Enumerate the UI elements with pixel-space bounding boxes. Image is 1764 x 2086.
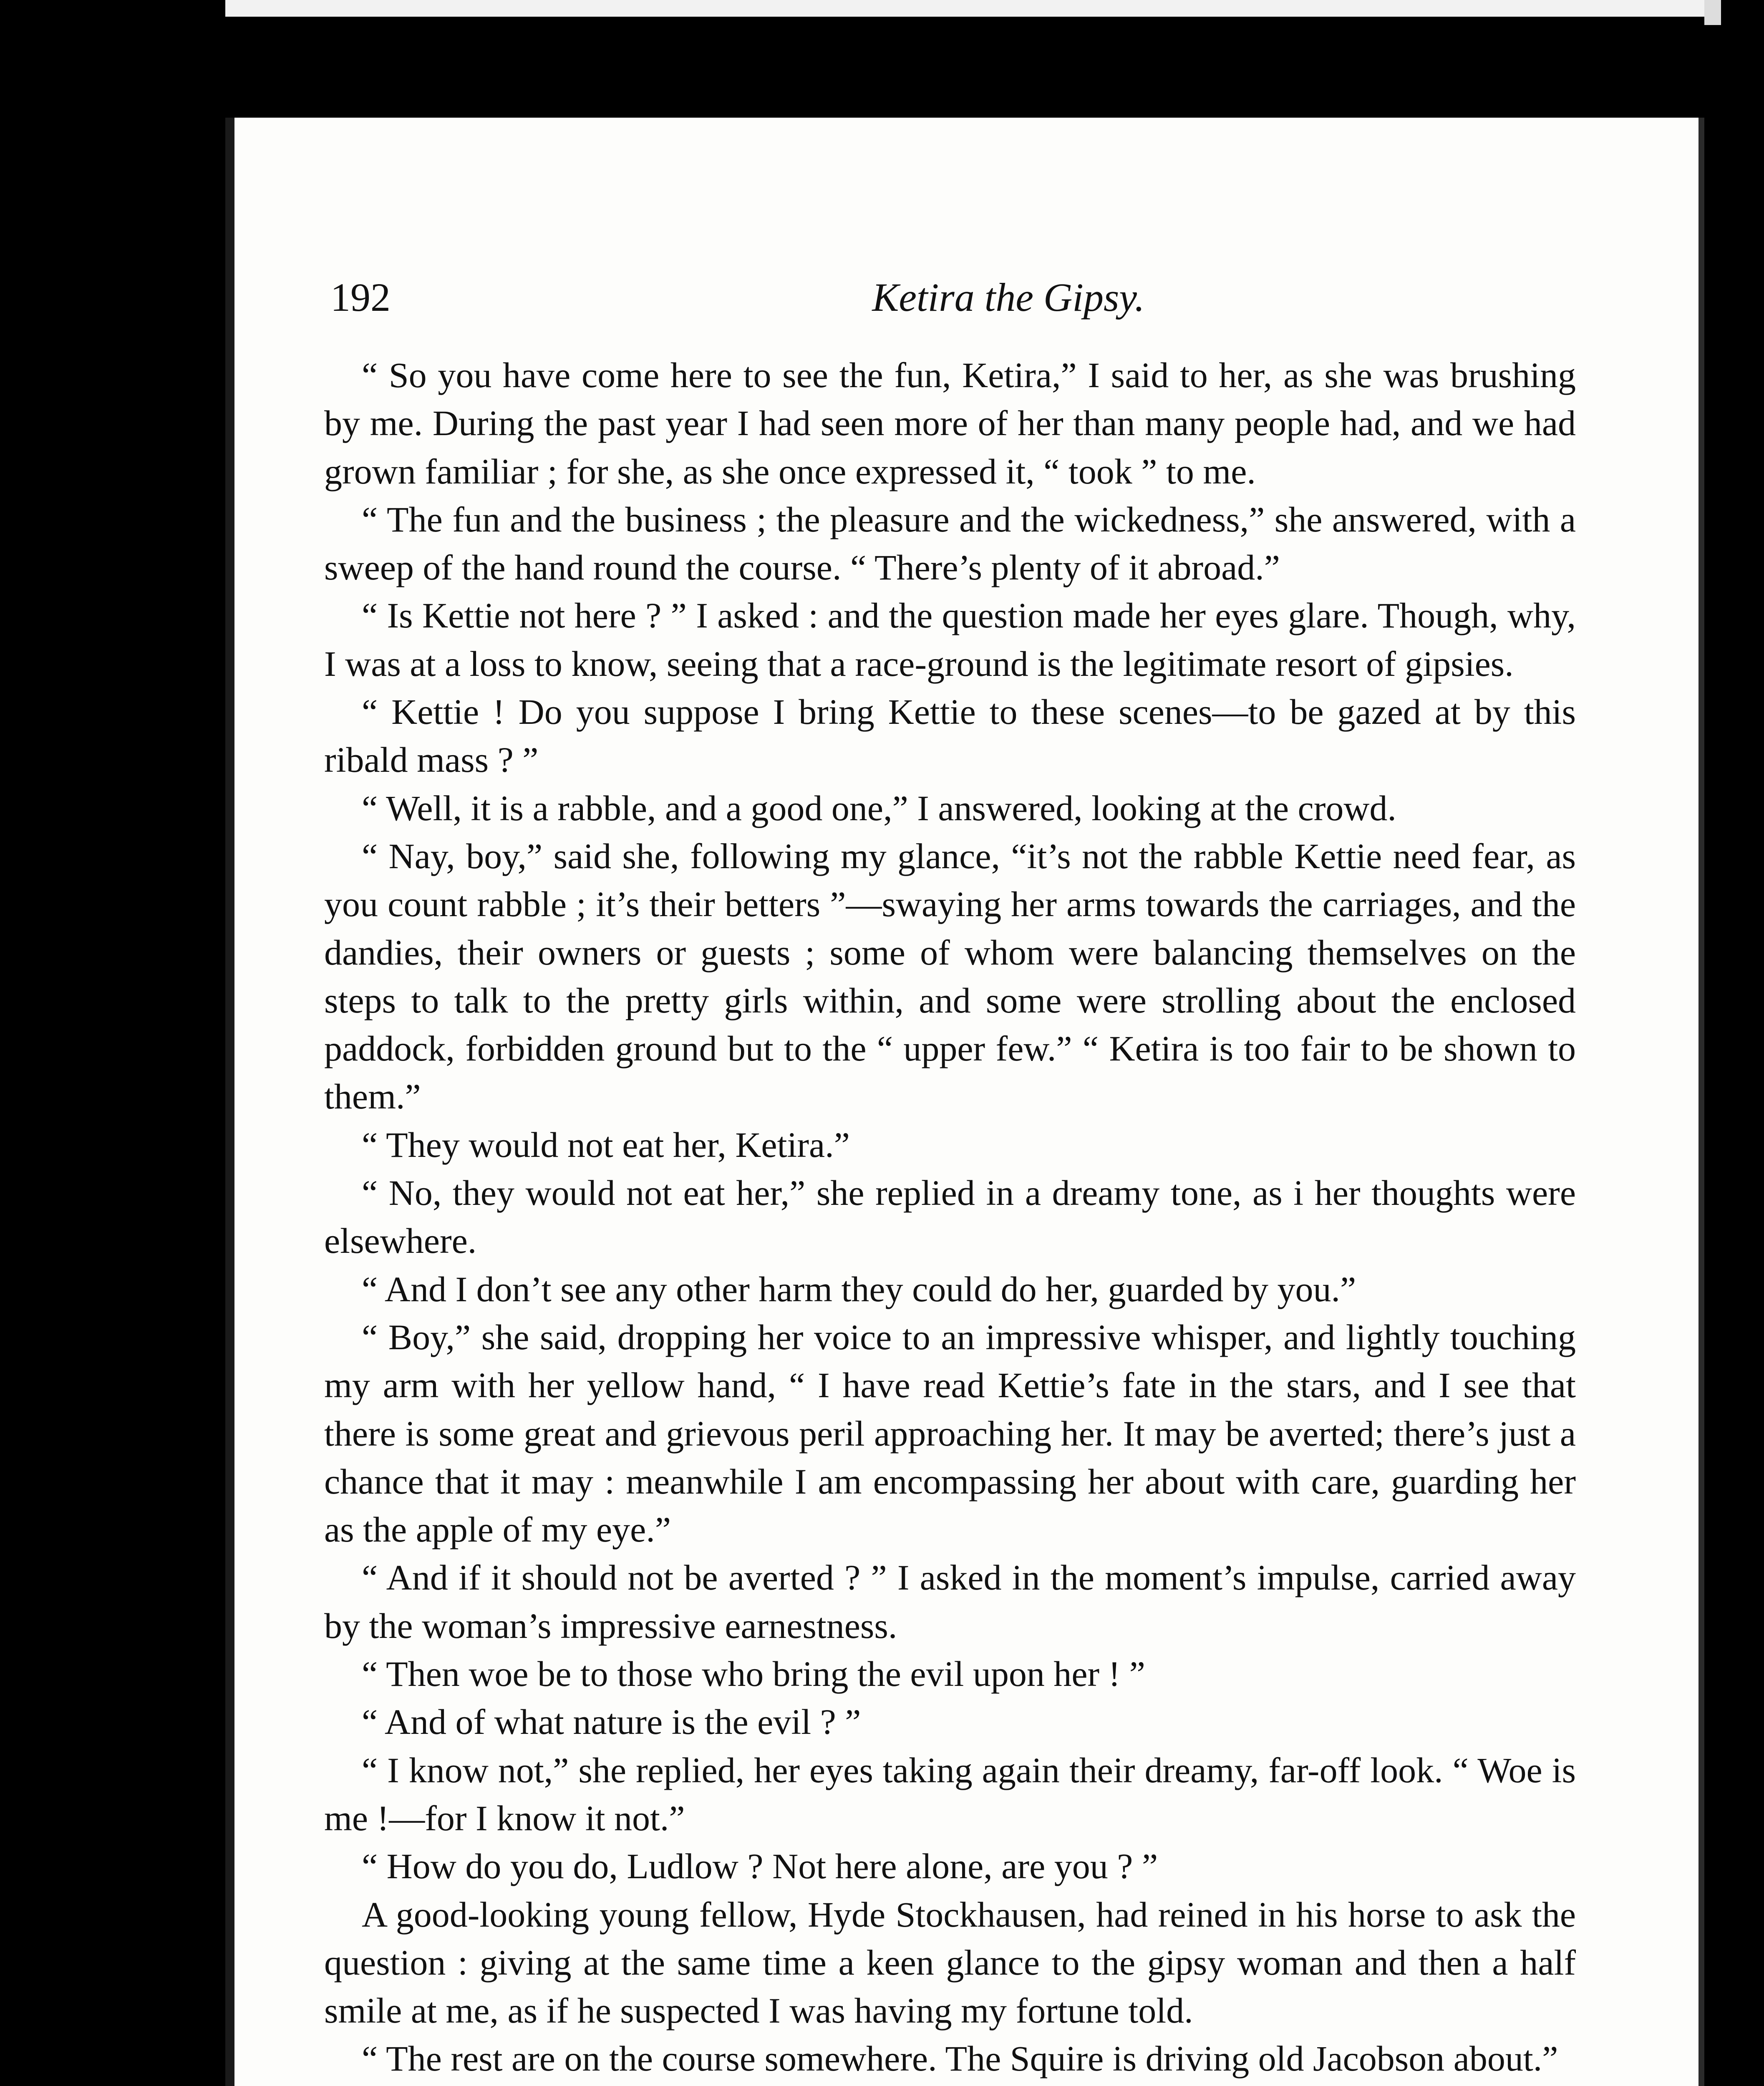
paragraph: “ So you have come here to see the fun, Ketira,” I said to her, as she was brushing by me. During the past year I had seen more of her than many people had, and we had grown familiar ; for she, as she once expressed it, “ took ” to me. bbox=[324, 355, 1576, 491]
running-title: Ketira the Gipsy. bbox=[872, 275, 1145, 320]
next-page-edge bbox=[225, 0, 1704, 17]
paragraph: “ Well, it is a rabble, and a good one,” I answered, looking at the crowd. bbox=[362, 788, 1396, 828]
paragraph: “ And if it should not be averted ? ” I asked in the moment’s impulse, carried away by the woman’s impressive earnestness. bbox=[324, 1557, 1576, 1646]
book-page bbox=[225, 118, 1704, 2086]
page-header bbox=[330, 274, 1686, 324]
paragraph: “ Boy,” she said, dropping her voice to an impressive whisper, and lightly touching my arm with her yellow hand, “ I have read Kettie’s fate in the stars, and I see that there is some great and grievous peril approaching her. It may be averted; there’s just a chance that it may : meanwhile I am encompassing her about with care, guarding her as the apple of my eye.” bbox=[324, 1317, 1576, 1550]
paragraph: “ Then woe be to those who bring the evil upon her ! ” bbox=[362, 1654, 1145, 1694]
paragraph: “ How do you do, Ludlow ? Not here alone, are you ? ” bbox=[362, 1846, 1158, 1887]
paragraph: “ No, they would not eat her,” she replied in a dreamy tone, as i her thoughts were elsewhere. bbox=[324, 1173, 1576, 1261]
paragraph: “ And of what nature is the evil ? ” bbox=[362, 1702, 861, 1742]
paragraph: “ I know not,” she replied, her eyes taking again their dreamy, far-off look. “ Woe is me !—for I know it not.” bbox=[324, 1750, 1576, 1838]
page-number: 192 bbox=[330, 275, 391, 320]
paragraph: “ And I don’t see any other harm they could do her, guarded by you.” bbox=[362, 1269, 1356, 1309]
paragraph: “ They would not eat her, Ketira.” bbox=[362, 1124, 850, 1165]
paragraph: “ Kettie ! Do you suppose I bring Kettie to these scenes—to be gazed at by this ribald mass ? ” bbox=[324, 692, 1576, 780]
paragraph: “ Is Kettie not here ? ” I asked : and the question made her eyes glare. Though, why, I was at a loss to know, seeing that a race-ground is the legitimate resort of gipsies. bbox=[324, 595, 1576, 684]
page-corner bbox=[1704, 0, 1721, 25]
paragraph: “ The fun and the business ; the pleasure and the wickedness,” she answered, with a sweep of the hand round the course. “ There’s plenty of it abroad.” bbox=[324, 499, 1576, 588]
paragraph: “ Nay, boy,” said she, following my glance, “it’s not the rabble Kettie need fear, as you count rabble ; it’s their betters ”—swaying her arms towards the carriages, and the dandies, their owners or guests ; some of whom were balancing themselves on the steps to talk to the pretty girls within, and some were strolling about the enclosed paddock, forbidden ground but to the “ upper few.” “ Ketira is too fair to be shown to them.” bbox=[324, 836, 1576, 1117]
body-text bbox=[324, 351, 1576, 2083]
paragraph: A good-looking young fellow, Hyde Stockhausen, had reined in his horse to ask the question : giving at the same time a keen glance to the gipsy woman and then a half smile at me, as if he suspected I was having my fortune told. bbox=[324, 1894, 1576, 2031]
paragraph: “ The rest are on the course somewhere. The Squire is driving old Jacobson about.” bbox=[362, 2038, 1558, 2079]
